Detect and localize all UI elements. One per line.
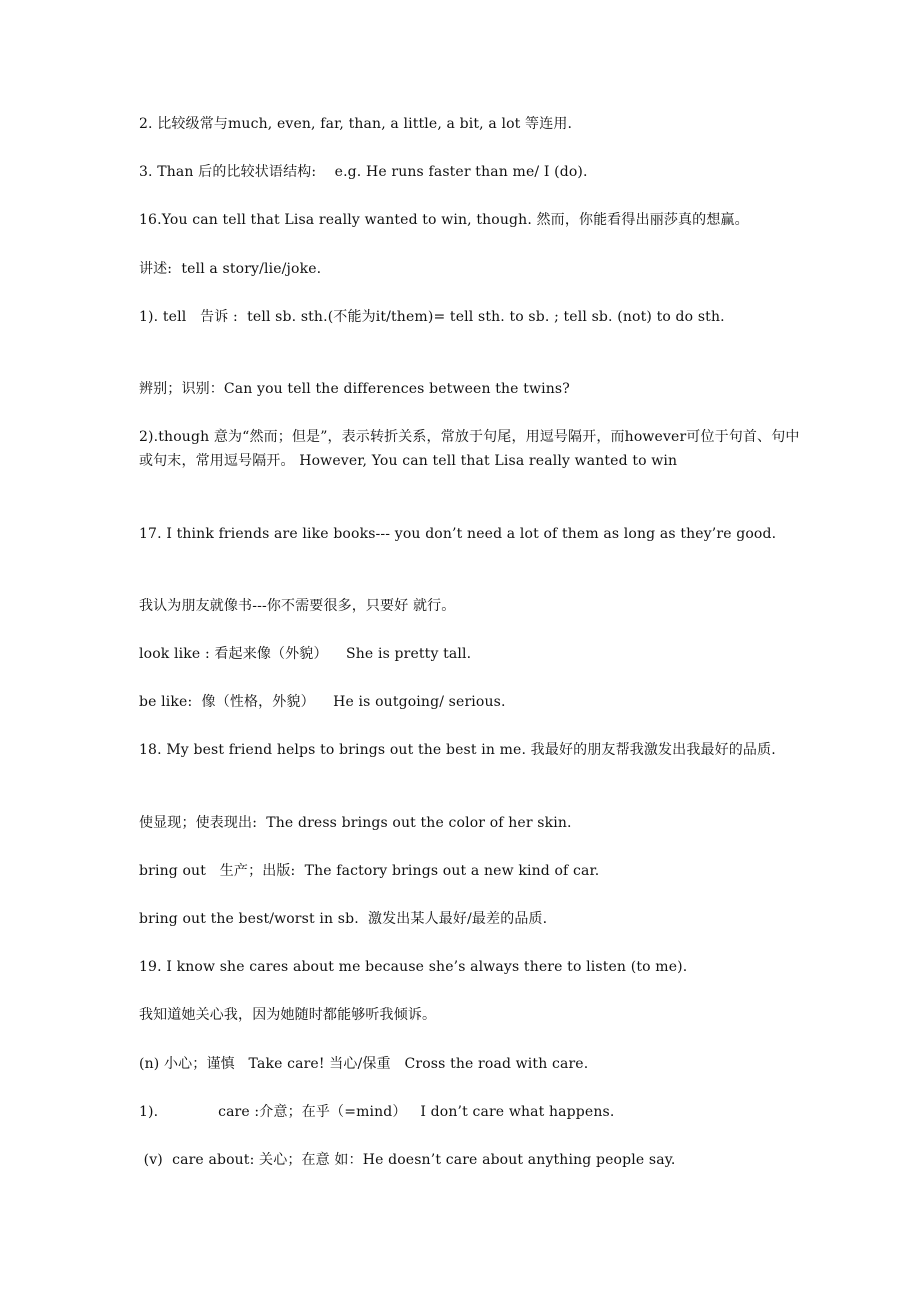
paragraph-item-19: 19. I know she cares about me because she’s always there to listen (to me). — [139, 959, 688, 975]
paragraph-tell-distinguish: 辨别；识别：Can you tell the differences between the twins? — [139, 381, 570, 397]
paragraph-item-18: 18. My best friend helps to brings out the best in me. 我最好的朋友帮我激发出我最好的品质. — [139, 742, 776, 758]
paragraph-though-usage: 2).though 意为“然而；但是”，表示转折关系，常放于句尾，用逗号隔开，而however可位于句首、句中或句末，常用逗号隔开。 However, You can tell that Lisa really wanted to win — [139, 429, 800, 469]
paragraph-item-17: 17. I think friends are like books--- you don’t need a lot of them as long as they’re good. — [139, 526, 777, 542]
paragraph-care-mind: 1). care :介意；在乎（=mind） I don’t care what happens. — [139, 1104, 615, 1120]
paragraph-care-about: (v) care about: 关心；在意 如：He doesn’t care about anything people say. — [139, 1152, 676, 1168]
paragraph-bring-out-best: bring out the best/worst in sb. 激发出某人最好/最差的品质. — [139, 911, 548, 927]
paragraph-care-noun: (n) 小心；谨慎 Take care! 当心/保重 Cross the road with care. — [139, 1056, 589, 1072]
paragraph-bring-out-produce: bring out 生产；出版: The factory brings out a new kind of car. — [139, 863, 600, 879]
paragraph-tell-narrate: 讲述: tell a story/lie/joke. — [139, 261, 322, 277]
paragraph-than-structure: 3. Than 后的比较状语结构: e.g. He runs faster than me/ I (do). — [139, 164, 588, 180]
paragraph-item-17-translation: 我认为朋友就像书---你不需要很多，只要好 就行。 — [139, 598, 456, 614]
paragraph-comparative-usage: 2. 比较级常与much, even, far, than, a little, a bit, a lot 等连用. — [139, 116, 573, 132]
paragraph-item-16: 16.You can tell that Lisa really wanted to win, though. 然而，你能看得出丽莎真的想赢。 — [139, 212, 749, 228]
paragraph-look-like: look like : 看起来像（外貌） She is pretty tall. — [139, 646, 472, 662]
paragraph-bring-out-show: 使显现；使表现出: The dress brings out the color of her skin. — [139, 815, 572, 831]
paragraph-tell-inform: 1). tell 告诉 : tell sb. sth.(不能为it/them)= tell sth. to sb. ; tell sb. (not) to do sth. — [139, 309, 725, 325]
paragraph-item-19-translation: 我知道她关心我，因为她随时都能够听我倾诉。 — [139, 1007, 437, 1023]
paragraph-be-like: be like: 像（性格，外貌） He is outgoing/ serious. — [139, 694, 506, 710]
